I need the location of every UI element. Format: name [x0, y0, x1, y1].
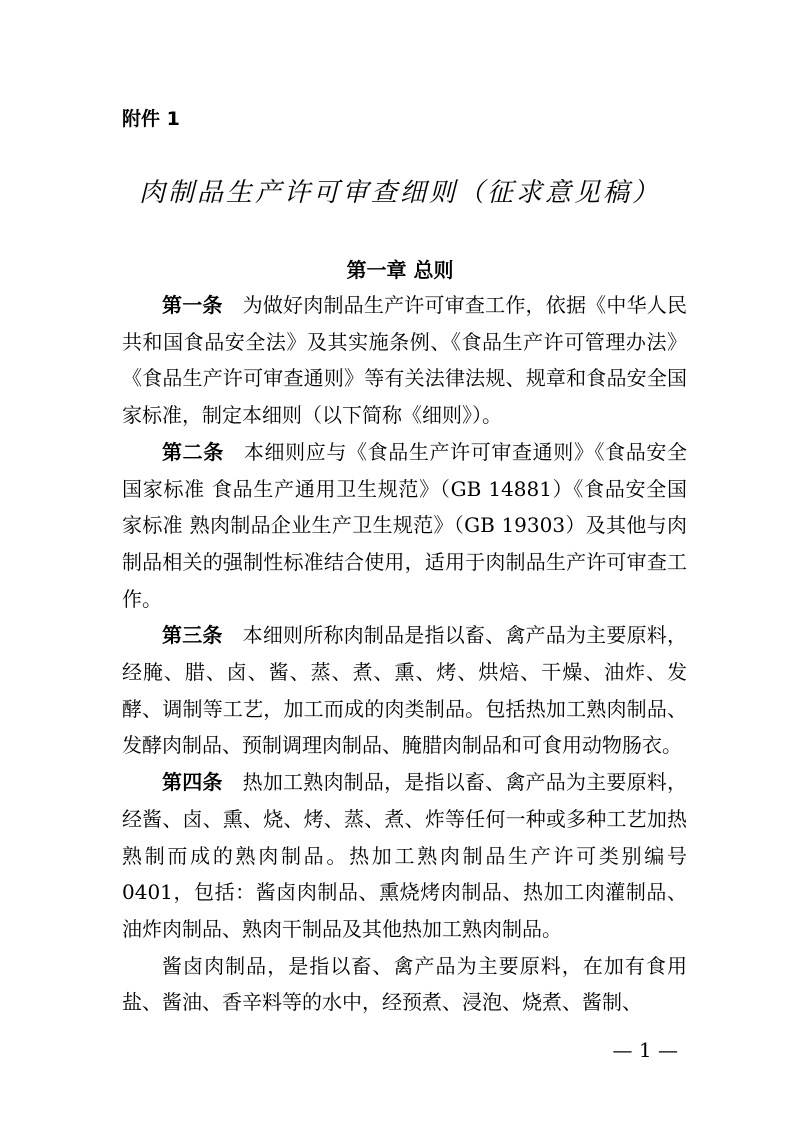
article-heading: 第三条 [162, 623, 223, 648]
paragraph-sauce-braised [122, 948, 687, 1021]
article-heading: 第二条 [162, 439, 224, 464]
document-body [122, 287, 687, 1021]
article-text: 本细则所称肉制品是指以畜、禽产品为主要原料，经腌、腊、卤、酱、蒸、煮、熏、烤、烘焙、干燥、油炸、发酵、调制等工艺，加工而成的肉类制品。包括热加工熟肉制品、发酵肉制品、预制调理肉制品、腌腊肉制品和可食用动物肠衣。 [122, 623, 687, 758]
article-2 [122, 434, 687, 618]
article-4 [122, 764, 687, 948]
attachment-label: 附件 1 [122, 108, 180, 130]
article-1 [122, 287, 687, 434]
article-text: 本细则应与《食品生产许可审查通则》《食品安全国家标准 食品生产通用卫生规范》（GB 14881）《食品安全国家标准 熟肉制品企业生产卫生规范》（GB 19303）及其他与肉制品相关的强制性标准结合使用，适用于肉制品生产许可审查工作。 [122, 439, 687, 611]
article-text: 为做好肉制品生产许可审查工作，依据《中华人民共和国食品安全法》及其实施条例、《食品生产许可管理办法》《食品生产许可审查通则》等有关法律法规、规章和食品安全国家标准，制定本细则（以下简称《细则》）。 [122, 293, 687, 428]
paragraph-text: 酱卤肉制品，是指以畜、禽产品为主要原料，在加有食用盐、酱油、香辛料等的水中，经预煮、浸泡、烧煮、酱制、 [122, 953, 687, 1015]
article-heading: 第一条 [162, 293, 223, 317]
article-3 [122, 617, 687, 764]
document-title: 肉制品生产许可审查细则（征求意见稿） [138, 178, 661, 208]
page-number: — 1 — [612, 1038, 678, 1062]
article-text: 热加工熟肉制品，是指以畜、禽产品为主要原料，经酱、卤、熏、烧、烤、蒸、煮、炸等任何一种或多种工艺加热熟制而成的熟肉制品。热加工熟肉制品生产许可类别编号 0401，包括：酱卤肉制品、熏烧烤肉制品、热加工肉灌制品、油炸肉制品、熟肉干制品及其他热加工熟肉制品。 [122, 770, 687, 941]
chapter-heading: 第一章 总则 [346, 258, 454, 282]
article-heading: 第四条 [162, 770, 223, 795]
